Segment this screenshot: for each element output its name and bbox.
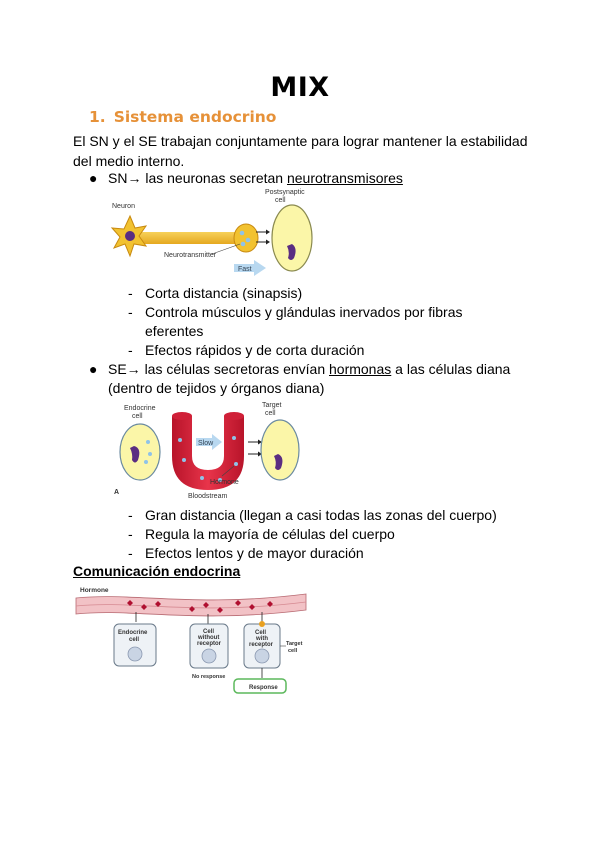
neuron-nucleus <box>125 231 135 241</box>
target-label: Target <box>286 641 303 647</box>
cell-nucleus <box>202 649 216 663</box>
point-text: Corta distancia (sinapsis) <box>145 285 303 301</box>
se-suffix: a las células diana <box>391 361 511 377</box>
neurotransmitter-label: Neurotransmitter <box>164 252 217 259</box>
bloodstream-label: Bloodstream <box>188 493 228 500</box>
endocrine-communication-figure <box>74 584 310 696</box>
cell-nucleus <box>255 649 269 663</box>
bullet-dot: ● <box>89 361 98 377</box>
postsynaptic-label: Postsynaptic <box>265 189 305 196</box>
dash: - <box>128 285 133 301</box>
hormone-dot <box>146 440 150 444</box>
vessel-opening <box>172 412 192 420</box>
target-label: Target <box>262 402 282 409</box>
axon-shape <box>132 232 244 244</box>
target-cell-label: cell <box>265 410 276 417</box>
point-text: Gran distancia (llegan a casi todas las zonas del cuerpo) <box>145 507 497 523</box>
receptor <box>259 621 265 627</box>
hormone-dot <box>200 476 204 480</box>
hormone-dot <box>182 458 186 462</box>
without-label-3: receptor <box>197 641 222 647</box>
se-text <box>108 359 510 379</box>
postsynaptic-cell <box>272 205 312 271</box>
hormone-dot <box>232 436 236 440</box>
endocrine-figure <box>110 398 312 500</box>
section-title: Sistema endocrino <box>113 108 277 126</box>
without-label-1: Cell <box>203 629 215 635</box>
sn-term: neurotransmisores <box>286 170 403 186</box>
endocrine-label: Endocrine <box>124 405 156 412</box>
vessel-opening <box>224 412 244 420</box>
panel-label: A <box>114 489 120 496</box>
dash: - <box>128 545 133 561</box>
point-text: eferentes <box>145 323 204 339</box>
vesicle <box>241 242 246 247</box>
pointer-line <box>212 244 240 254</box>
axon-terminal <box>234 224 258 252</box>
dash: - <box>128 304 133 320</box>
endocrine-cell <box>120 424 160 480</box>
vesicle <box>240 231 245 236</box>
fast-label: Fast <box>238 266 252 273</box>
postsynaptic-cell-label: cell <box>275 197 286 204</box>
target-cell-label: cell <box>288 648 298 654</box>
se-line2: (dentro de tejidos y órganos diana) <box>108 380 325 396</box>
endocrine-cell-label: cell <box>132 413 143 420</box>
hormone-title-label: Hormone <box>80 587 109 594</box>
with-label-2: with <box>256 636 268 642</box>
arrow-head <box>266 240 270 245</box>
arrow-head <box>266 230 270 235</box>
page-title: MIX <box>270 72 330 103</box>
cell-nucleus <box>128 647 142 661</box>
with-label-3: receptor <box>249 642 274 648</box>
intro-paragraph: El SN y el SE trabajan conjuntamente para lograr mantener la estabilidad del medio interno. <box>73 133 528 169</box>
se-term: hormonas <box>329 361 392 377</box>
dash: - <box>128 526 133 542</box>
endocrine-label: Endocrine <box>118 630 148 636</box>
endocrine-cell-label: cell <box>129 637 140 643</box>
hormone-dot <box>144 460 148 464</box>
point-text: Efectos rápidos y de corta duración <box>145 342 365 358</box>
vesicle <box>246 238 251 243</box>
dash: - <box>128 507 133 523</box>
without-label-2: without <box>198 635 220 641</box>
point-text: Efectos lentos y de mayor duración <box>145 545 364 561</box>
section-heading <box>89 108 276 126</box>
bullet-dot: ● <box>89 170 98 186</box>
target-cell <box>261 420 299 480</box>
section-number: 1. <box>89 108 106 126</box>
with-label-1: Cell <box>255 630 267 636</box>
sn-prefix: SN→ las neuronas secretan <box>108 170 287 186</box>
hormone-dot <box>234 462 238 466</box>
no-response-label: No response <box>192 674 226 680</box>
hormone-dot <box>178 438 182 442</box>
subsection-heading: Comunicación endocrina <box>73 563 241 579</box>
sn-text <box>108 168 403 188</box>
point-text: Controla músculos y glándulas inervados por fibras <box>145 304 463 320</box>
slow-label: Slow <box>198 440 214 447</box>
hormone-dot <box>148 452 152 456</box>
se-prefix: SE→ las células secretoras envían <box>108 361 329 377</box>
hormone-label: Hormone <box>210 479 239 486</box>
neuron-label: Neuron <box>112 203 135 210</box>
dash: - <box>128 342 133 358</box>
neuron-figure <box>108 186 328 280</box>
response-label: Response <box>249 685 278 691</box>
point-text: Regula la mayoría de células del cuerpo <box>145 526 395 542</box>
